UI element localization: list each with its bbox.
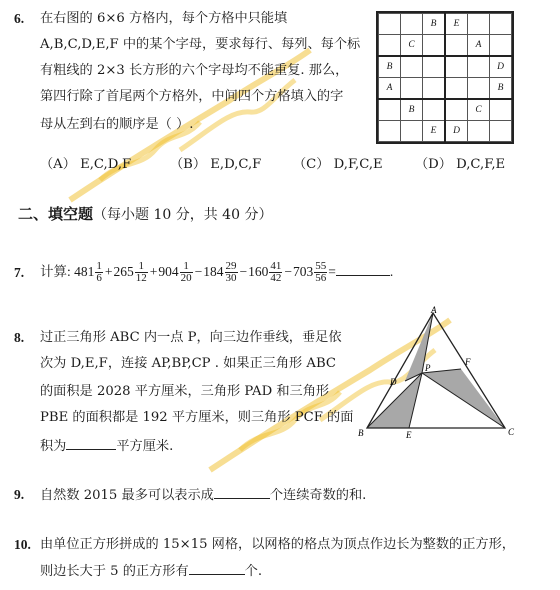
grid-cell [401, 56, 423, 78]
grid-cell [490, 99, 512, 121]
grid-cell [423, 78, 446, 100]
grid-cell: A [379, 78, 401, 100]
q6-number: 6. [14, 11, 25, 26]
q7-end: . [389, 264, 394, 279]
q7-numerator: 1 [96, 260, 102, 273]
grid-cell: B [423, 14, 446, 35]
label-a: A [431, 305, 437, 315]
q7-equals: = [328, 264, 336, 279]
section-note: （每小题 10 分，共 40 分） [93, 207, 273, 223]
q6-line-3: 有粗线的 2×3 长方形的六个字母均不能重复. 那么， [40, 63, 349, 78]
q6-line-1: 在右图的 6×6 方格内，每个方格中只能填 [40, 11, 288, 26]
q7-whole: 703 [293, 264, 314, 279]
grid-cell [490, 121, 512, 142]
grid-cell: C [401, 35, 423, 57]
q7-operator: − [239, 264, 248, 279]
q6-line-5: 母从左到右的顺序是（ ）. [40, 117, 194, 132]
q9-after: 个连续奇数的和. [269, 488, 367, 503]
triangle-pcf-shade [422, 369, 505, 428]
q6-option-b: （B） E,D,C,F [170, 157, 262, 172]
q8-line-2: 次为 D,E,F，连接 AP,BP,CP . 如果正三角形 ABC [40, 356, 336, 371]
q8-line-5-text: 积为 [40, 439, 67, 454]
q7-denominator: 30 [225, 272, 237, 285]
grid-cell [401, 14, 423, 35]
label-p: P [425, 363, 431, 373]
q7-operator: − [194, 264, 203, 279]
grid-cell [423, 35, 446, 57]
q6-line-4: 第四行除了首尾两个方格外，中间四个方格填入的字 [40, 89, 344, 104]
q7-numerator: 1 [135, 261, 148, 273]
q7-fraction [180, 261, 193, 284]
grid-cell [423, 99, 446, 121]
q8-triangle-figure [355, 305, 520, 440]
grid-cell [490, 35, 512, 57]
grid-cell: B [379, 56, 401, 78]
q7-terms [74, 260, 328, 285]
q6-option-c: （C） D,F,C,E [293, 157, 383, 172]
q7-operator: + [149, 264, 158, 279]
q7-whole: 481 [74, 264, 95, 279]
q8-line-5 [40, 437, 173, 455]
q7-denominator: 20 [180, 272, 192, 285]
q7-expression [40, 255, 393, 289]
q6-option-d: （D） D,C,F,E [415, 157, 506, 172]
q10-line-1: 由单位正方形拼成的 15×15 网格，以网格的格点为顶点作边长为整数的正方形， [40, 537, 515, 552]
q7-denominator: 56 [315, 272, 327, 285]
grid-cell [445, 35, 468, 57]
grid-cell [401, 121, 423, 142]
q7-answer-blank[interactable] [336, 263, 390, 276]
grid-cell [468, 14, 490, 35]
q7-fraction [95, 261, 103, 284]
grid-cell [468, 121, 490, 142]
q10-number: 10. [14, 537, 31, 552]
label-b: B [358, 428, 364, 438]
q6-option-a: （A） E,C,D,F [40, 157, 132, 172]
grid-cell [401, 78, 423, 100]
q7-fraction [135, 261, 148, 284]
q7-operator: + [104, 264, 113, 279]
q7-numerator: 1 [180, 261, 193, 273]
q7-fraction [225, 261, 238, 284]
q7-operator: − [284, 264, 293, 279]
grid-cell [490, 14, 512, 35]
grid-cell: B [490, 78, 512, 100]
grid-cell [379, 121, 401, 142]
grid-cell: E [423, 121, 446, 142]
q10-line-2-after: 个. [244, 564, 263, 579]
q8-line-4: PBE 的面积都是 192 平方厘米，则三角形 PCF 的面 [40, 410, 354, 425]
grid-cell: C [468, 99, 490, 121]
label-f: F [465, 357, 471, 367]
q6-line-2: A,B,C,D,E,F 中的某个字母，要求每行、每列、每个标 [40, 37, 361, 52]
grid-cell [379, 35, 401, 57]
section-title-text: 二、填空题 [18, 205, 94, 223]
grid-cell: E [445, 14, 468, 35]
grid-cell: A [468, 35, 490, 57]
grid-cell [468, 56, 490, 78]
section-title [18, 203, 272, 224]
q7-whole: 265 [113, 264, 134, 279]
q7-prefix: 计算: [40, 264, 71, 279]
q7-denominator: 12 [135, 272, 147, 285]
label-d: D [390, 377, 397, 387]
q7-numerator: 55 [315, 260, 327, 273]
label-c: C [508, 427, 515, 437]
q10-answer-blank[interactable] [189, 562, 245, 575]
q7-fraction [314, 261, 327, 284]
q9-answer-blank[interactable] [214, 486, 270, 499]
q7-number: 7. [14, 265, 25, 280]
q9-number: 9. [14, 487, 25, 502]
q9-text [40, 486, 366, 504]
grid-cell [468, 78, 490, 100]
q7-whole: 904 [158, 264, 179, 279]
q8-line-1: 过正三角形 ABC 内一点 P，向三边作垂线，垂足依 [40, 330, 342, 345]
grid-cell [379, 14, 401, 35]
label-e: E [406, 430, 412, 440]
q6-letter-grid [376, 11, 514, 144]
q7-denominator: 6 [96, 272, 102, 285]
q10-line-2-before: 则边长大于 5 的正方形有 [40, 564, 189, 579]
q7-numerator: 29 [225, 260, 237, 273]
q7-whole: 160 [248, 264, 269, 279]
q8-line-3: 的面积是 2028 平方厘米，三角形 PAD 和三角形 [40, 384, 330, 399]
q8-unit: 平方厘米. [116, 439, 174, 454]
q10-line-2 [40, 562, 262, 580]
grid-cell: B [401, 99, 423, 121]
grid-cell [423, 56, 446, 78]
q7-denominator: 42 [270, 272, 282, 285]
q7-numerator: 41 [270, 260, 282, 273]
grid-cell [445, 56, 468, 78]
q8-number: 8. [14, 330, 25, 345]
grid-cell: D [490, 56, 512, 78]
grid-cell [379, 99, 401, 121]
q8-answer-blank[interactable] [66, 437, 116, 450]
q7-fraction [269, 261, 282, 284]
q9-before: 自然数 2015 最多可以表示成 [40, 488, 214, 503]
q7-whole: 184 [203, 264, 224, 279]
grid-cell: D [445, 121, 468, 142]
grid-cell [445, 99, 468, 121]
grid-cell [445, 78, 468, 100]
